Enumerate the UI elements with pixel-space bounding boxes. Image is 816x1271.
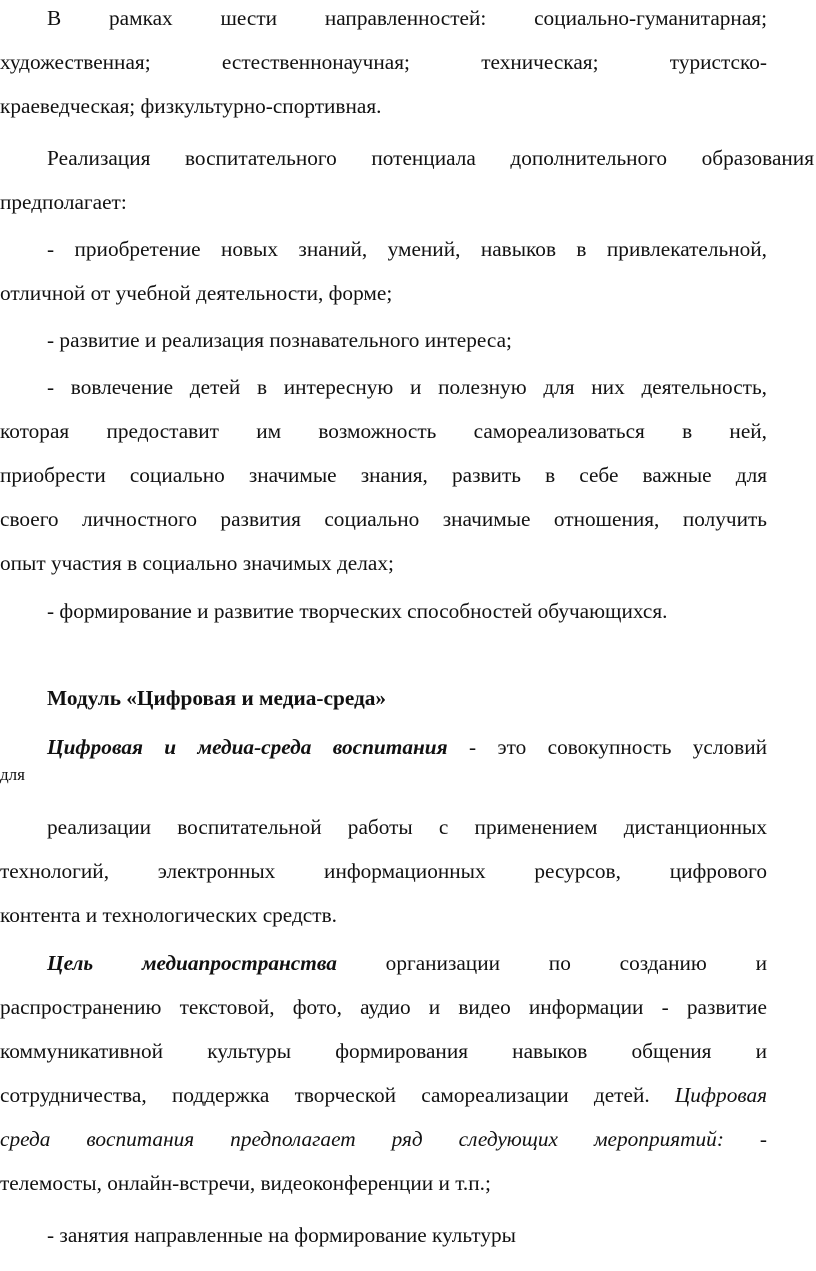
definition-line2: для (0, 765, 25, 784)
list1-item3-line5: опыт участия в социально значимых делах; (0, 551, 394, 575)
para1-line2: художественная; естественнонаучная; техническая; туристско- (0, 50, 767, 74)
definition-term: Цифровая и медиа-среда воспитания (47, 735, 448, 759)
list1-item3-line3: приобрести социально значимые знания, развить в себе важные для (0, 463, 767, 487)
list2-item1: - занятия направленные на формирование культуры (47, 1223, 516, 1247)
goal-line4 (0, 1080, 767, 1110)
para2-line1: Реализация воспитательного потенциала дополнительного образования (47, 146, 814, 170)
goal-line1 (0, 948, 767, 978)
list1-item1-line2: отличной от учебной деятельности, форме; (0, 281, 393, 305)
definition-line1 (0, 732, 767, 762)
module-heading-text: Модуль «Цифровая и медиа-среда» (47, 686, 387, 710)
para1-line3: краеведческая; физкультурно-спортивная. (0, 94, 382, 118)
list1-item3-line1: - вовлечение детей в интересную и полезную для них деятельность, (47, 375, 767, 399)
goal-line5-rest: - (723, 1127, 767, 1151)
module-heading (47, 683, 386, 713)
list1-item4: - формирование и развитие творческих способностей обучающихся. (47, 599, 668, 623)
goal-line2: распространению текстовой, фото, аудио и видео информации - развитие (0, 995, 767, 1019)
definition-line1-rest: - это совокупность условий (447, 735, 767, 759)
definition-line4: технологий, электронных информационных ресурсов, цифрового (0, 859, 767, 883)
list1-item1-line1: - приобретение новых знаний, умений, навыков в привлекательной, (47, 237, 767, 261)
goal-term: Цель медиапространства (47, 951, 337, 975)
para1-line1: В рамках шести направленностей: социально-гуманитарная; (47, 6, 767, 30)
goal-line5-italic: среда воспитания предполагает ряд следующих мероприятий: (0, 1127, 724, 1151)
list1-item2: - развитие и реализация познавательного интереса; (47, 328, 512, 352)
goal-line4-italic: Цифровая (674, 1083, 767, 1107)
goal-line4-plain: сотрудничества, поддержка творческой самореализации детей. (0, 1083, 675, 1107)
goal-line5 (0, 1124, 767, 1154)
definition-line3: реализации воспитательной работы с применением дистанционных (47, 815, 767, 839)
goal-line1-rest: организации по созданию и (336, 951, 767, 975)
list1-item3-line2: которая предоставит им возможность самореализоваться в ней, (0, 419, 767, 443)
goal-line3: коммуникативной культуры формирования навыков общения и (0, 1039, 767, 1063)
para2-line2: предполагает: (0, 190, 127, 214)
definition-line5: контента и технологических средств. (0, 903, 337, 927)
goal-line6: телемосты, онлайн-встречи, видеоконференции и т.п.; (0, 1171, 491, 1195)
list1-item3-line4: своего личностного развития социально значимые отношения, получить (0, 507, 767, 531)
